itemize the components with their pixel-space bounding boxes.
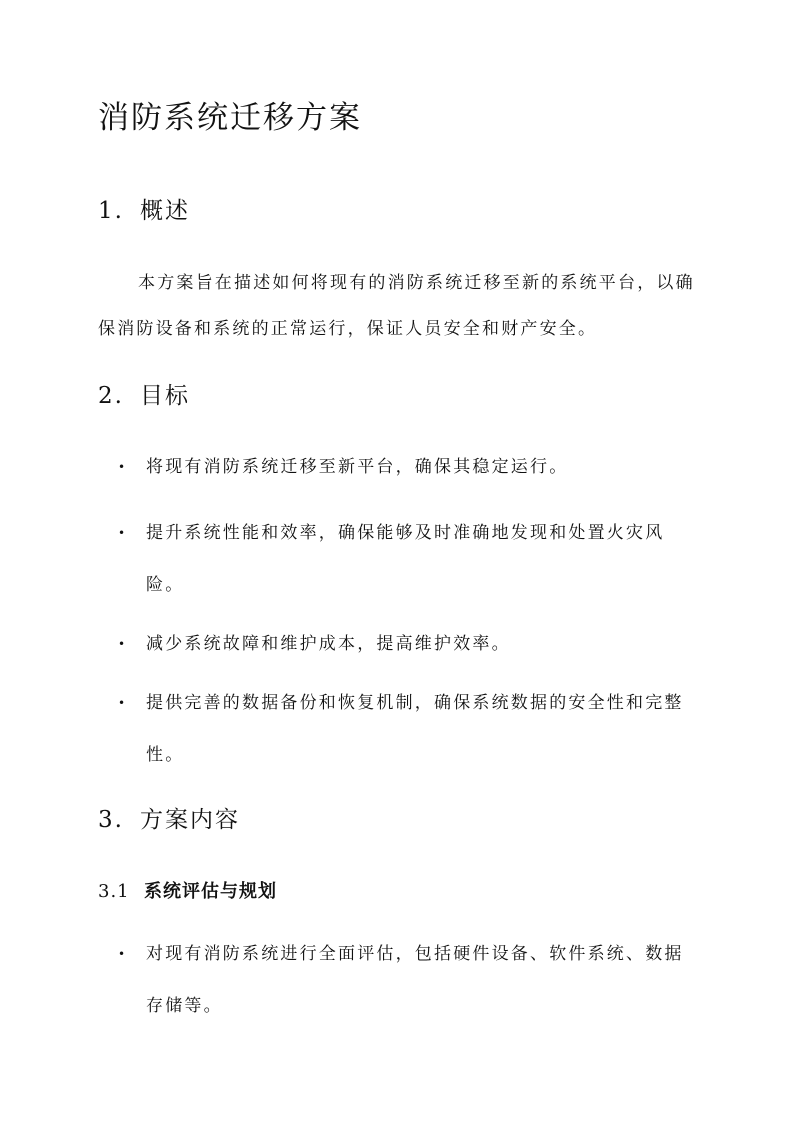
list-item-text: 将现有消防系统迁移至新平台，确保其稳定运行。 [146, 457, 569, 477]
section-heading-goals [98, 381, 190, 411]
bullet-icon: • [118, 526, 128, 540]
section-title: 方案内容 [140, 807, 240, 833]
section-heading-overview [98, 196, 190, 226]
section-number: 3. [98, 807, 124, 833]
section-title: 概述 [140, 198, 190, 224]
section-title: 目标 [140, 383, 190, 409]
section-number: 1. [98, 198, 124, 224]
overview-paragraph: 本方案旨在描述如何将现有的消防系统迁移至新的系统平台，以确保消防设备和系统的正常运行，保证人员安全和财产安全。 [98, 273, 695, 339]
list-item-text: 提供完善的数据备份和恢复机制，确保系统数据的安全性和完整性。 [146, 693, 684, 765]
list-item-text: 提升系统性能和效率，确保能够及时准确地发现和处置火灾风险。 [146, 523, 665, 595]
list-item-text: 对现有消防系统进行全面评估，包括硬件设备、软件系统、数据存储等。 [146, 944, 684, 1016]
list-item [118, 928, 698, 1032]
bullet-icon: • [118, 696, 128, 710]
subsection-heading-assessment [98, 879, 277, 905]
list-item [118, 618, 698, 670]
bullet-icon: • [118, 460, 128, 474]
list-item-text: 减少系统故障和维护成本，提高维护效率。 [146, 634, 511, 654]
subsection-title: 系统评估与规划 [144, 881, 277, 902]
list-item [118, 441, 698, 493]
list-item [118, 677, 698, 781]
subsection-number: 3.1 [98, 881, 130, 902]
section-heading-plan-content [98, 805, 240, 835]
document-title: 消防系统迁移方案 [98, 100, 362, 136]
bullet-icon: • [118, 947, 128, 961]
bullet-icon: • [118, 637, 128, 651]
list-item [118, 507, 698, 611]
section-number: 2. [98, 383, 124, 409]
